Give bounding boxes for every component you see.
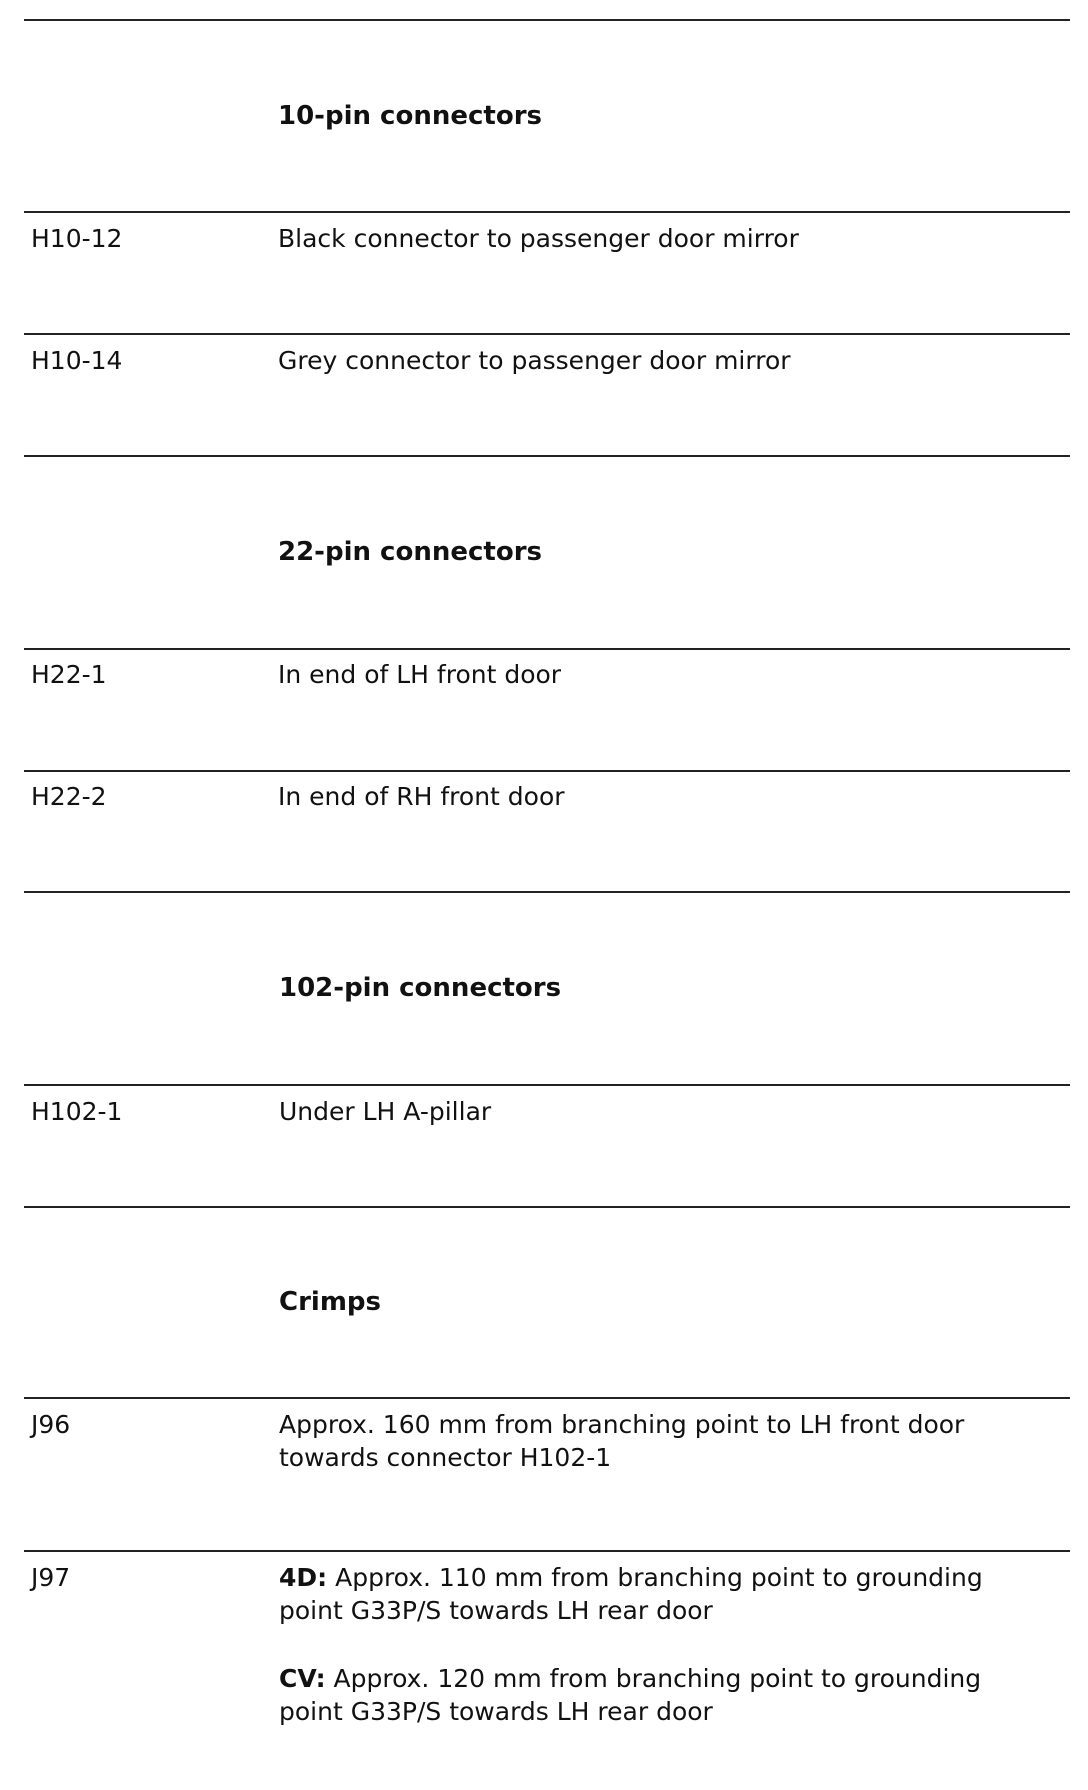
- divider: [24, 891, 1070, 893]
- crimp-variant-line: point G33P/S towards LH rear door: [279, 1697, 713, 1726]
- variant-prefix: 4D:: [279, 1563, 328, 1592]
- section-heading: 102-pin connectors: [279, 973, 562, 1003]
- crimp-description-line: towards connector H102-1: [279, 1443, 612, 1472]
- divider-top: [24, 19, 1070, 21]
- divider: [24, 455, 1070, 457]
- connector-code: H10-14: [31, 346, 123, 375]
- divider: [24, 1084, 1070, 1086]
- divider: [24, 333, 1070, 335]
- divider: [24, 770, 1070, 772]
- connector-description: Black connector to passenger door mirror: [278, 224, 799, 253]
- section-heading: Crimps: [279, 1287, 381, 1317]
- divider: [24, 1397, 1070, 1399]
- section-heading: 22-pin connectors: [278, 537, 542, 567]
- connector-description: In end of RH front door: [278, 782, 565, 811]
- divider: [24, 211, 1070, 213]
- connector-description: Under LH A-pillar: [279, 1097, 492, 1126]
- divider: [24, 648, 1070, 650]
- divider: [24, 1206, 1070, 1208]
- connector-description: Grey connector to passenger door mirror: [278, 346, 791, 375]
- connector-code: H102-1: [31, 1097, 123, 1126]
- crimp-variant-line: point G33P/S towards LH rear door: [279, 1596, 713, 1625]
- crimp-code: J97: [31, 1563, 71, 1592]
- divider: [24, 1550, 1070, 1552]
- section-heading: 10-pin connectors: [278, 101, 542, 131]
- connector-description: In end of LH front door: [278, 660, 562, 689]
- crimp-description-line: Approx. 160 mm from branching point to LH front door: [279, 1410, 965, 1439]
- variant-text: Approx. 110 mm from branching point to grounding: [335, 1563, 983, 1592]
- variant-prefix: CV:: [279, 1664, 326, 1693]
- variant-text: Approx. 120 mm from branching point to grounding: [333, 1664, 982, 1693]
- crimp-code: J96: [31, 1410, 71, 1439]
- connector-code: H22-2: [31, 782, 107, 811]
- connector-code: H10-12: [31, 224, 123, 253]
- crimp-variant-line: [279, 1662, 981, 1695]
- connector-code: H22-1: [31, 660, 107, 689]
- crimp-variant-line: [279, 1561, 983, 1594]
